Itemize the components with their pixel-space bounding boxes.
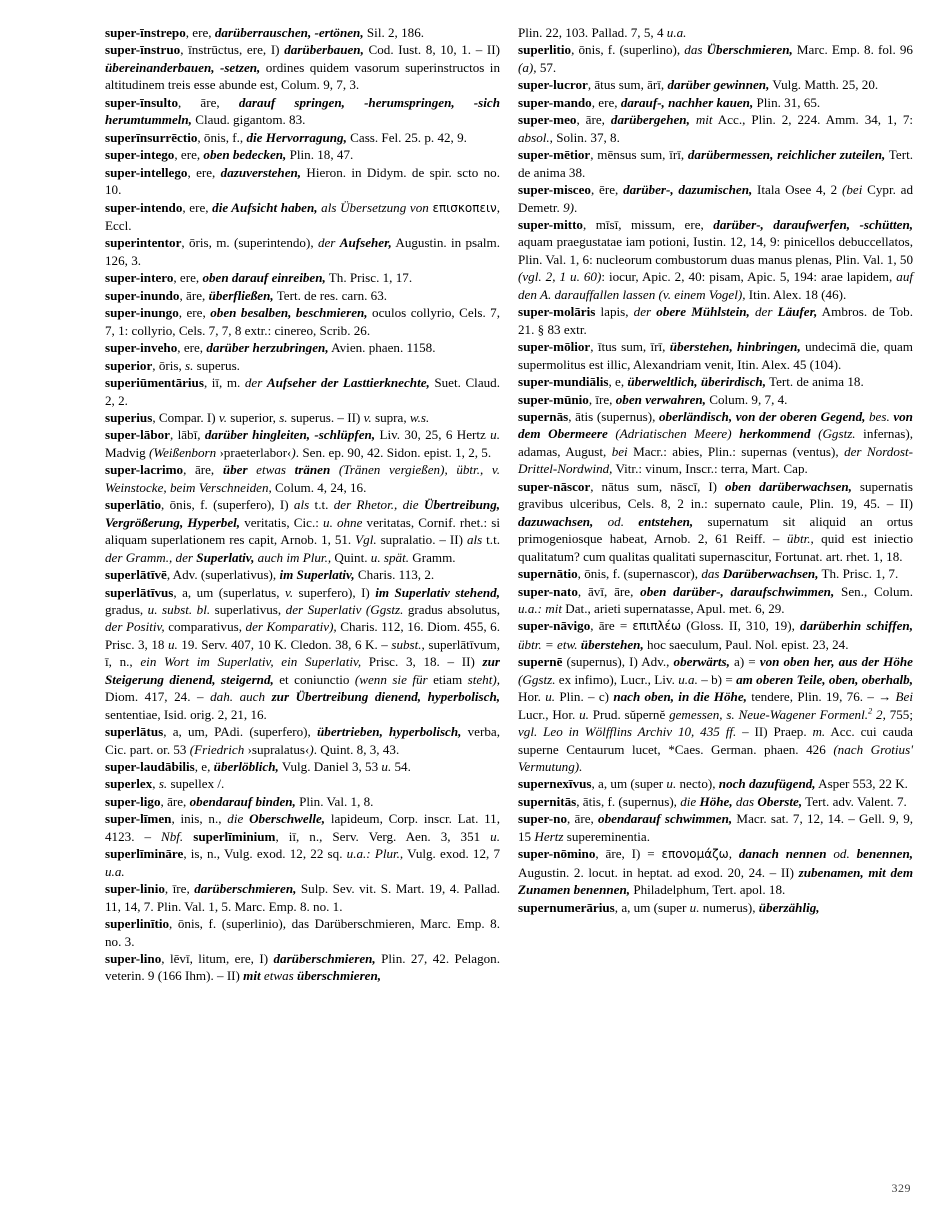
dictionary-entry: super-mūnio, īre, oben verwahren, Colum. 9, 7, 4.: [518, 391, 788, 407]
dictionary-entry: super-meo, āre, darübergehen, mit Acc., Plin. 2, 224. Amm. 34, 1, 7: absol., Solin. 37, 8.: [518, 112, 914, 145]
dictionary-entry: superlex, s. supellex /.: [105, 776, 225, 792]
dictionary-entry: superlinītio, ōnis, f. (superlinio), das Darüberschmieren, Marc. Emp. 8. no. 3.: [105, 916, 500, 949]
dictionary-entry: super-intero, ere, oben darauf einreiben, Th. Prisc. 1, 17.: [105, 270, 413, 286]
dictionary-entry: super-lucror, ātus sum, ārī, darüber gewinnen, Vulg. Matth. 25, 20.: [518, 77, 879, 93]
page-number: 329: [891, 1181, 911, 1195]
dictionary-entry: super-līmen, inis, n., die Oberschwelle, lapideum, Corp. inscr. Lat. 11, 4123. – Nbf. superlīminium, iī, n., Serv. Verg. Aen. 3, 351 u. superlīmināre, is, n., Vulg. exod. 12, 22 sq. u.a.: Plur., Vulg. exod. 12, 7 u.a.: [105, 811, 501, 879]
dictionary-entry: super-molāris lapis, der obere Mühlstein, der Läufer, Ambros. de Tob. 21. § 83 extr.: [518, 304, 913, 337]
dictionary-entry: super-lābor, lābī, darüber hingleiten, -schlüpfen, Liv. 30, 25, 6 Hertz u. Madvig (Weißenborn ›praeterlabor‹). Sen. ep. 90, 42. Sidon. epist. 1, 2, 5.: [105, 427, 500, 460]
right-column: [518, 24, 913, 916]
dictionary-entry: superius, Compar. I) v. superior, s. superus. – II) v. supra, w.s.: [105, 409, 430, 425]
dictionary-entry: supernexīvus, a, um (super u. necto), noch dazufügend, Asper 553, 22 K.: [518, 776, 908, 792]
dictionary-entry: super-lacrimo, āre, über etwas tränen (Tränen vergießen), übtr., v. Weinstocke, beim Verschneiden, Colum. 4, 24, 16.: [105, 462, 500, 495]
dictionary-entry: super-nāvigo, āre = επιπλέω (Gloss. II, 310, 19), darüberhin schiffen, übtr. = etw. überstehen, hoc saeculum, Paul. Nol. epist. 23, 24.: [518, 618, 913, 652]
dictionary-entry: super-inungo, ere, oben besalben, beschmieren, oculos collyrio, Cels. 7, 7, 1: collyrio, Cels. 7, 7, 8 extr.: cinereo, Scrib. 26.: [105, 305, 501, 338]
dictionary-entry: super-misceo, ēre, darüber-, dazumischen, Itala Osee 4, 2 (bei Cypr. ad Demetr. 9).: [518, 182, 914, 215]
dictionary-entry: super-inveho, ere, darüber herzubringen, Avien. phaen. 1158.: [105, 340, 436, 356]
dictionary-entry: super-inundo, āre, überfließen, Tert. de res. carn. 63.: [105, 287, 388, 303]
dictionary-entry: super-nōmino, āre, I) = επονομάζω, danach nennen od. benennen, Augustin. 2. locut. in heptat. ad exod. 20, 24. – II) zubenamen, mit dem Zunamen benennen, Philadelphum, Tert. apol. 18.: [518, 846, 914, 898]
dictionary-entry: Plin. 22, 103. Pallad. 7, 5, 4 u.a.: [518, 25, 687, 40]
dictionary-entry: superior, ōris, s. superus.: [105, 357, 240, 373]
dictionary-entry: super-īnstrepo, ere, darüberrauschen, -ertönen, Sil. 2, 186.: [105, 25, 425, 40]
dictionary-entry: super-laudābilis, e, überlöblich, Vulg. Daniel 3, 53 u. 54.: [105, 759, 411, 775]
dictionary-entry: super-mitto, mīsī, missum, ere, darüber-, daraufwerfen, -schütten, aquam praegustatae iam potioni, Iustin. 12, 14, 9: pinicellos debuccellatos, Plin. Val. 1, 6: nucleorum combustorum duas manus plenas, Plin. Val. 1, 50 (vgl. 2, 1 u. 60): iocur, Apic. 2, 40: pisam, Apic. 5, 194: arae lapidem, auf den A. darauffallen lassen (v. einem Vogel), Itin. Alex. 18 (46).: [518, 216, 913, 302]
page-columns: [105, 24, 913, 985]
dictionary-entry: superintentor, ōris, m. (superintendo), der Aufseher, Augustin. in psalm. 126, 3.: [105, 235, 501, 268]
dictionary-entry: super-nato, āvī, āre, oben darüber-, daraufschwimmen, Sen., Colum. u.a.: mit Dat., arieti supernatasse, Apul. met. 6, 29.: [518, 583, 913, 616]
dictionary-entry: super-nāscor, nātus sum, nāscī, I) oben darüberwachsen, supernatis gravibus ulceribus, Cels. 8, 2 in.: supernato caule, Plin. 19, 45. – II) dazuwachsen, od. entstehen, supernatum sit aliquid an ortus primogeniosque habeat, Arnob. 2, 61 Reiff. – übtr., quid est iniectio qualitatum? cum qualitas qualitati supernascitur, Fortunat. art. rhet. 1, 18.: [518, 478, 914, 564]
dictionary-entry: supernitās, ātis, f. (supernus), die Höhe, das Oberste, Tert. adv. Valent. 7.: [518, 793, 907, 809]
dictionary-entry: super-mundiālis, e, überweltlich, überirdisch, Tert. de anima 18.: [518, 374, 864, 390]
dictionary-entry: superlātio, ōnis, f. (superfero), I) als t.t. der Rhetor., die Übertreibung, Vergrößerung, Hyperbel, veritatis, Cic.: u. ohne veritatas, Cornif. rhet.: si aliquam superlationem res capit, Arnob. 1, 51. Vgl. supralatio. – II) als t.t. der Gramm., der Superlativ, auch im Plur., Quint. u. spät. Gramm.: [105, 497, 501, 565]
dictionary-entry: super-linio, īre, darüberschmieren, Sulp. Sev. vit. S. Mart. 19, 4. Pallad. 11, 14, 7. Plin. Val. 1, 5. Marc. Emp. 8. no. 1.: [105, 881, 500, 914]
dictionary-entry: super-ligo, āre, obendarauf binden, Plin. Val. 1, 8.: [105, 793, 374, 809]
dictionary-entry: superīnsurrēctio, ōnis, f., die Hervorragung, Cass. Fel. 25. p. 42, 9.: [105, 129, 467, 145]
dictionary-entry: super-no, āre, obendarauf schwimmen, Macr. sat. 7, 12, 14. – Gell. 9, 9, 15 Hertz supereminentia.: [518, 811, 914, 844]
dictionary-entry: superiūmentārius, iī, m. der Aufseher der Lasttierknechte, Suet. Claud. 2, 2.: [105, 375, 500, 408]
dictionary-entry: superlātīvē, Adv. (superlativus), im Superlativ, Charis. 113, 2.: [105, 567, 435, 583]
dictionary-entry: super-intego, ere, oben bedecken, Plin. 18, 47.: [105, 147, 354, 163]
dictionary-entry: super-mando, ere, darauf-, nachher kauen, Plin. 31, 65.: [518, 94, 821, 110]
dictionary-entry: supernātio, ōnis, f. (supernascor), das Darüberwachsen, Th. Prisc. 1, 7.: [518, 566, 899, 582]
dictionary-entry: super-īnsulto, āre, darauf springen, -herumspringen, -sich herumtummeln, Claud. gigantom. 83.: [105, 94, 500, 128]
left-column: [105, 24, 500, 985]
dictionary-entry: superlātus, a, um, PAdi. (superfero), übertrieben, hyperbolisch, verba, Cic. part. or. 53 (Friedrich ›supralatus‹). Quint. 8, 3, 43.: [105, 724, 500, 757]
dictionary-entry: super-mētior, mēnsus sum, īrī, darübermessen, reichlicher zuteilen, Tert. de anima 38.: [518, 147, 913, 180]
dictionary-entry: supernās, ātis (supernus), oberländisch, von der oberen Gegend, bes. von dem Obermeere (Adriatischen Meere) herkommend (Ggstz. infernas), adamas, August, bei Macr.: abies, Plin.: supernas (ventus), der Nordost-Drittel-Nordwind, Vitr.: vinum, Inscr.: terra, Mart. Cap.: [518, 408, 913, 477]
dictionary-entry: superlātīvus, a, um (superlatus, v. superfero), I) im Superlativ stehend, gradus, u. subst. bl. superlativus, der Superlativ (Ggstz. gradus absolutus, der Positiv, comparativus, der Komparativ), Charis. 112, 16. Diom. 455, 6. Prisc. 3, 18 u. 19. Serv. 407, 10 K. Cledon. 38, 6 K. – subst., superlātīvum, ī, n., ein Wort im Superlativ, ein Superlativ, Prisc. 3, 18. – II) zur Steigerung dienend, steigernd, et coniunctio (wenn sie für etiam steht), Diom. 417, 24. – dah. auch zur Übertreibung dienend, hyperbolisch, sententiae, Isid. orig. 2, 21, 16.: [105, 584, 501, 722]
dictionary-entry: super-intellego, ere, dazuverstehen, Hieron. in Didym. de spir. scto no. 10.: [105, 164, 500, 198]
dictionary-entry: super-intendo, ere, die Aufsicht haben, als Übersetzung von επισκοπειν, Eccl.: [105, 199, 500, 233]
dictionary-entry: supernumerārius, a, um (super u. numerus), überzählig,: [518, 899, 820, 915]
dictionary-entry: super-lino, lēvī, litum, ere, I) darüberschmieren, Plin. 27, 42. Pelagon. veterin. 9 (166 Ihm). – II) mit etwas überschmieren,: [105, 951, 500, 984]
dictionary-entry: supernē (supernus), I) Adv., oberwärts, a) = von oben her, aus der Höhe (Ggstz. ex infimo), Lucr., Liv. u.a. – b) = am oberen Teile, oben, oberhalb, Hor. u. Plin. – c) nach oben, in die Höhe, tendere, Plin. 19, 76. – → Bei Lucr., Hor. u. Prud. sŭpernĕ gemessen, s. Neue-Wagener Formenl.$^2$ 2, 755; vgl. Leo in Wölfflins Archiv 10, 435 ff. – II) Praep. m. Acc. cui cauda superne Centaurum lucet, *Caes. German. phaen. 426 (nach Grotius' Vermutung).: [518, 654, 914, 775]
dictionary-entry: superlitio, ōnis, f. (superlino), das Überschmieren, Marc. Emp. 8. fol. 96 (a), 57.: [518, 42, 913, 75]
dictionary-entry: super-īnstruo, īnstrūctus, ere, I) darüberbauen, Cod. Iust. 8, 10, 1. – II) übereinanderbauen, -setzen, ordines quidem vasorum superinstructos in altitudinem treis esse abunde est, Colum. 9, 7, 3.: [105, 42, 500, 93]
dictionary-entry: super-mōlior, ītus sum, īrī, überstehen, hinbringen, undecimā die, quam supermolitus est illic, Alexandriam venit, Itin. Alex. 45 (104).: [518, 339, 913, 372]
